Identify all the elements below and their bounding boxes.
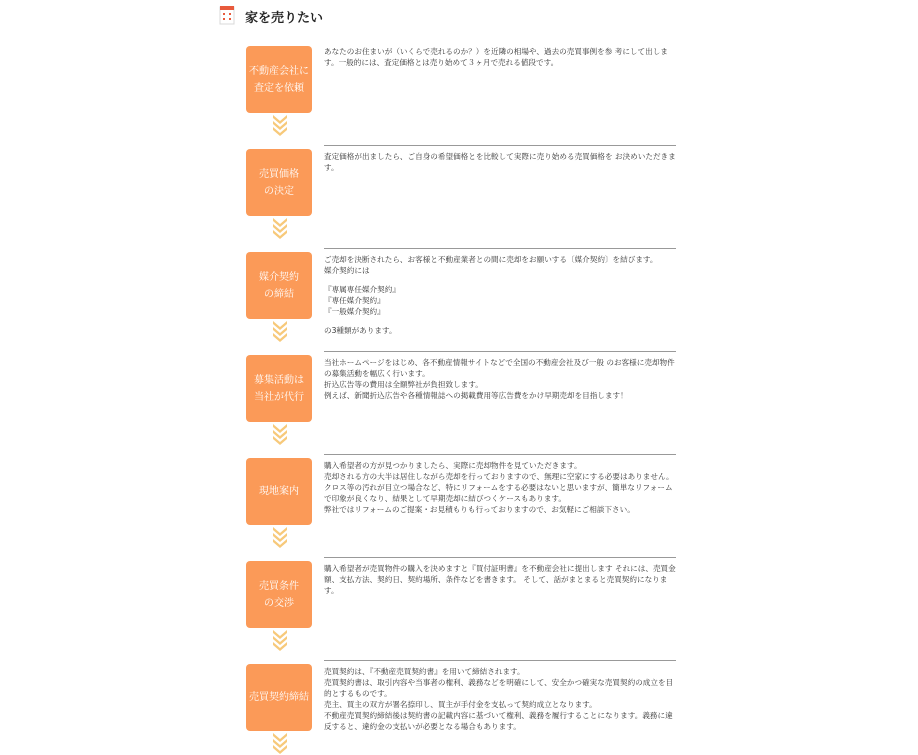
step-divider [324,248,676,249]
description-line: 当社ホームページをはじめ、各不動産情報サイトなどで全国の不動産会社及び一般 のお客様に売却物件の募集活動を幅広く行います。 [324,358,675,378]
step-label [249,63,309,97]
description-line: 売買契約書は、取引内容や当事者の権利、義務などを明確にして、安全かつ確実な売買契約の成立を目的とするものです。 [324,678,674,698]
page-title: 家を売りたい [245,11,324,26]
step-label-box [246,46,312,113]
description-line: 売却される方の大半は居住しながら売却を行っておりますので、無理に空家にする必要はありません。 [324,472,674,481]
step-label-line: の締結 [264,288,294,300]
down-chevron-icon [272,321,288,343]
step-label [259,483,299,500]
step-label [259,578,299,612]
description-line: 売買契約は、『不動産売買契約書』を用いて締結されます。 [324,667,525,676]
step-description [324,563,676,596]
house-icon [219,5,235,25]
description-line: 媒介契約には [324,266,370,275]
description-line: 『専属専任媒介契約』 [324,285,400,294]
step-label-line: 募集活動は [254,374,304,386]
step-divider [324,660,676,661]
step-label-box [246,561,312,628]
step-label [259,269,299,303]
step-label-line: 売買契約締結 [249,692,309,703]
description-line: クロス等の汚れが目立つ場合など、特にリフォームをする必要はないと思いますが、簡単なリフォームで印象が良くなり、結果として早期売却に結びつくケースもあります。 [324,483,673,503]
down-chevron-icon [272,218,288,240]
paragraph-gap [324,317,676,325]
description-line: 弊社ではリフォームのご提案・お見積もりも行っておりますので、お気軽にご相談下さい。 [324,505,635,514]
step-label-line: 査定を依頼 [254,82,304,94]
step-divider [324,351,676,352]
step-label-line: 売買価格 [259,168,299,180]
step-label-box [246,355,312,422]
paragraph-gap [324,276,676,284]
description-line: 売主、買主の双方が署名捺印し、買主が手付金を支払って契約成立となります。 [324,700,597,709]
description-line: 『専任媒介契約』 [324,296,385,305]
step-label-line: 現地案内 [259,486,299,497]
step-label-line: の決定 [264,185,294,197]
step-label-line: 当社が代行 [254,391,304,403]
step-description [324,666,676,732]
description-line: 『一般媒介契約』 [324,307,385,316]
description-line: 折込広告等の費用は全額弊社が負担致します。 [324,380,483,389]
description-line: 査定価格が出ましたら、ご自身の希望価格とを比較して実際に売り始める売買価格を お決めいただきます。 [324,152,676,172]
step-label-line: の交渉 [264,597,294,609]
step-label-box [246,149,312,216]
description-line: の3種類があります。 [324,326,397,335]
down-chevron-icon [272,115,288,137]
step-label [254,372,304,406]
step-description [324,460,676,515]
step-divider [324,454,676,455]
step-label-box [246,664,312,731]
step-label-box [246,252,312,319]
description-line: 不動産売買契約締結後は契約書の記載内容に基づいて権利、義務を履行することになります。義務に違反すると、違約金の支払いが必要となる場合もあります。 [324,711,673,731]
down-chevron-icon [272,733,288,755]
description-line: 例えば、新聞折込広告や各種情報誌への掲載費用等広告費をかけ早期売却を目指します！ [324,391,628,400]
description-line: あなたのお住まいが（いくらで売れるのか？）を近隣の相場や、過去の売買事例を参 考にして出します。一般的には、査定価格とは売り始めて３ヶ月で売れる値段です。 [324,47,668,67]
step-label-box [246,458,312,525]
down-chevron-icon [272,527,288,549]
step-divider [324,557,676,558]
step-divider [324,145,676,146]
step-label-line: 不動産会社に [249,65,309,77]
step-label [259,166,299,200]
description-line: 購入希望者の方が見つかりましたら、実際に売却物件を見ていただきます。 [324,461,582,470]
down-chevron-icon [272,630,288,652]
description-line: 購入希望者が売買物件の購入を決めますと『買付証明書』を不動産会社に提出します それには、売買金額、支払方法、契約日、契約場所、条件などを書きます。 そして、話がまとまると売買契約になります。 [324,564,676,595]
step-label-line: 売買条件 [259,580,299,592]
step-label [249,689,309,706]
step-description [324,46,676,68]
step-description [324,254,676,336]
down-chevron-icon [272,424,288,446]
step-label-line: 媒介契約 [259,271,299,283]
step-description [324,151,676,173]
description-line: ご売却を決断されたら、お客様と不動産業者との間に売却をお願いする〔媒介契約〕を結びます。 [324,255,658,264]
step-description [324,357,676,401]
